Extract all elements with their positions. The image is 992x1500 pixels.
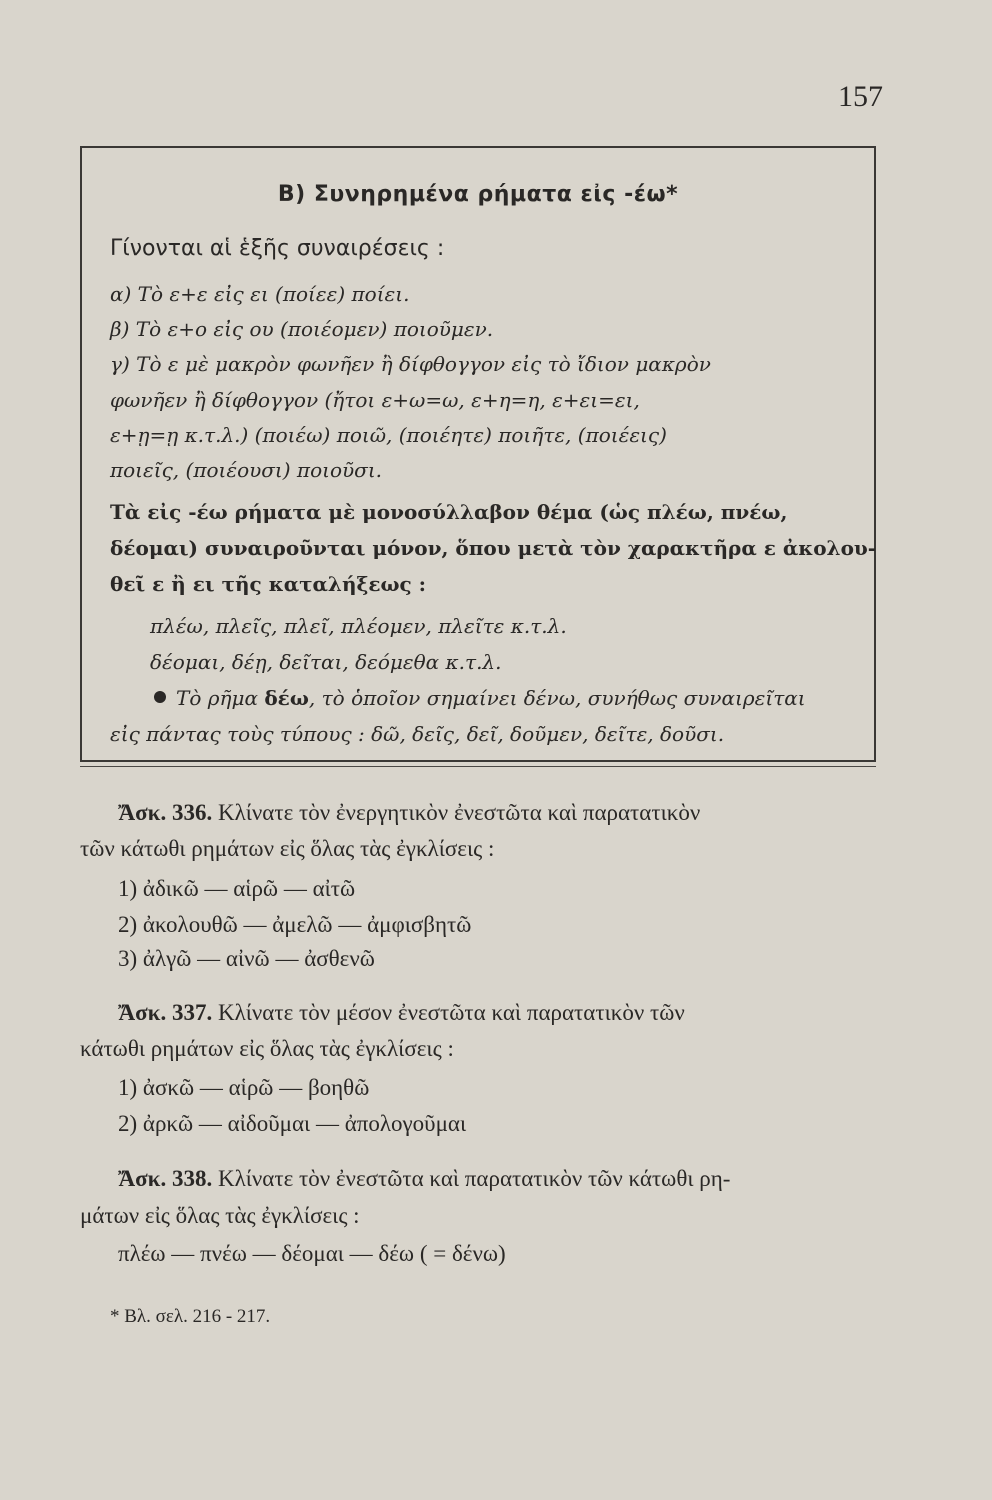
- exercise-338-line1: Ἄσκ. 338. Κλίνατε τὸν ἐνεστῶτα καὶ παρατατικὸν τῶν κάτωθι ρη-: [118, 1166, 731, 1191]
- box-intro: Γίνονται αἱ ἑξῆς συναιρέσεις :: [110, 236, 445, 261]
- bold-para-line: Τὰ εἰς -έω ρήματα μὲ μονοσύλλαβον θέμα (ὡς πλέω, πνέω,: [110, 500, 788, 524]
- exercise-336-line2: τῶν κάτωθι ρημάτων εἰς ὅλας τὰς ἐγκλίσεις :: [80, 836, 495, 861]
- page-number: 157: [838, 80, 883, 113]
- grammar-box: [80, 146, 876, 762]
- rule-line: ε+ῃ=ῃ κ.τ.λ.) (ποιέω) ποιῶ, (ποιέητε) ποιῆτε, (ποιέεις): [110, 423, 667, 447]
- bold-para-line: θεῖ ε ἢ ει τῆς καταλήξεως :: [110, 572, 427, 596]
- exercise-item: πλέω — πνέω — δέομαι — δέω ( = δένω): [118, 1241, 506, 1266]
- exercise-337-line1: Ἄσκ. 337. Κλίνατε τὸν μέσον ἐνεστῶτα καὶ παρατατικὸν τῶν: [118, 1000, 685, 1025]
- rule-line: γ) Τὸ ε μὲ μακρὸν φωνῆεν ἢ δίφθογγον εἰς τὸ ἴδιον μακρὸν: [110, 352, 711, 376]
- exercise-338-line2: μάτων εἰς ὅλας τὰς ἐγκλίσεις :: [80, 1203, 360, 1228]
- footnote: * Βλ. σελ. 216 - 217.: [110, 1306, 271, 1327]
- bold-para-line: δέομαι) συναιροῦνται μόνον, ὅπου μετὰ τὸν χαρακτῆρα ε ἀκολου-: [110, 536, 877, 560]
- note-line-2: εἰς πάντας τοὺς τύπους : δῶ, δεῖς, δεῖ, δοῦμεν, δεῖτε, δοῦσι.: [110, 722, 725, 746]
- exercise-337-line2: κάτωθι ρημάτων εἰς ὅλας τὰς ἐγκλίσεις :: [80, 1036, 454, 1061]
- note-bold-word: δέω: [264, 686, 309, 710]
- exercise-item: 2) ἀρκῶ — αἰδοῦμαι — ἀπολογοῦμαι: [118, 1111, 467, 1136]
- exercise-item: 2) ἀκολουθῶ — ἀμελῶ — ἀμφισβητῶ: [118, 912, 472, 937]
- exercise-item: 1) ἀδικῶ — αἱρῶ — αἰτῶ: [118, 876, 356, 901]
- exercise-item: 3) ἀλγῶ — αἰνῶ — ἀσθενῶ: [118, 946, 375, 971]
- box-bottom-rule: [80, 766, 876, 767]
- exercise-item: 1) ἀσκῶ — αἱρῶ — βοηθῶ: [118, 1075, 370, 1100]
- rule-line: α) Τὸ ε+ε εἰς ει (ποίεε) ποίει.: [110, 282, 410, 306]
- rule-line: ποιεῖς, (ποιέουσι) ποιοῦσι.: [110, 458, 383, 482]
- example-line: δέομαι, δέῃ, δεῖται, δεόμεθα κ.τ.λ.: [150, 650, 502, 674]
- bullet-icon: [154, 691, 166, 703]
- note-line: Τὸ ρῆμα δέω, τὸ ὁποῖον σημαίνει δένω, συνήθως συναιρεῖται: [154, 686, 806, 710]
- rule-line: φωνῆεν ἢ δίφθογγον (ἤτοι ε+ω=ω, ε+η=η, ε+ει=ει,: [110, 388, 640, 412]
- exercise-336-line1: Ἄσκ. 336. Κλίνατε τὸν ἐνεργητικὸν ἐνεστῶτα καὶ παρατατικὸν: [118, 800, 701, 825]
- rule-line: β) Τὸ ε+ο εἰς ου (ποιέομεν) ποιοῦμεν.: [110, 317, 494, 341]
- box-title: Β) Συνηρημένα ρήματα εἰς -έω*: [277, 182, 679, 207]
- example-line: πλέω, πλεῖς, πλεῖ, πλέομεν, πλεῖτε κ.τ.λ.: [150, 614, 567, 638]
